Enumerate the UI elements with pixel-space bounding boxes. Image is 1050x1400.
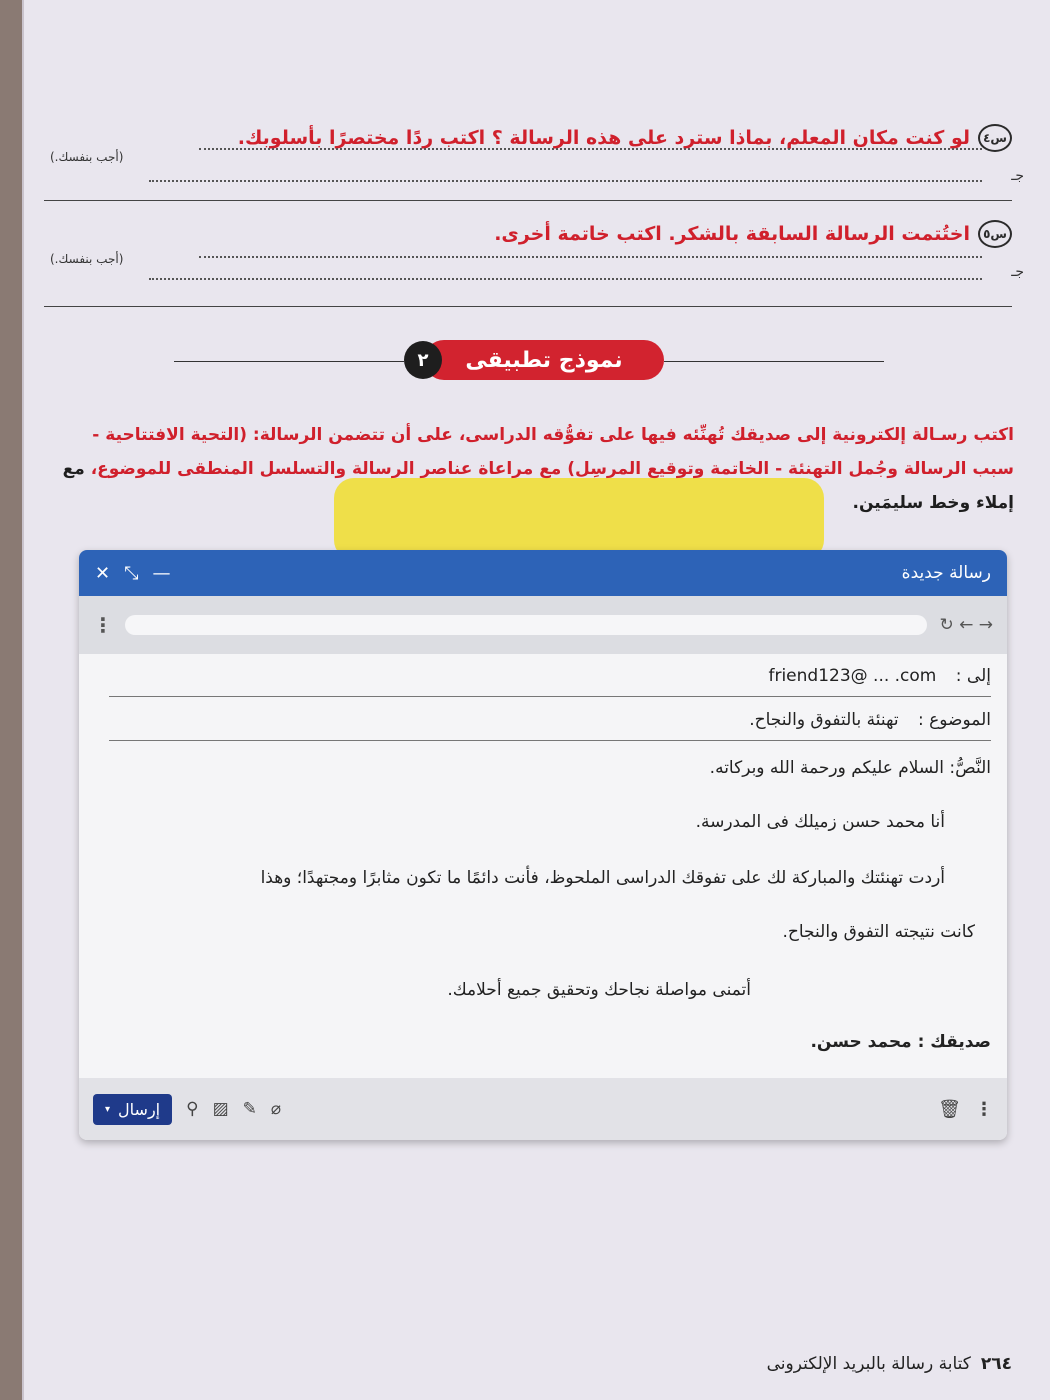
- question-text: اختُتمت الرسالة السابقة بالشكر. اكتب خاتمة أخرى.: [494, 223, 970, 245]
- more-options-icon[interactable]: ⋮: [975, 1098, 993, 1120]
- instructions-black: مع إملاء وخط سليمَين.: [62, 459, 1014, 513]
- answer-dotted-line: [149, 278, 982, 280]
- model-heading: [174, 338, 894, 384]
- model-number: ٢: [404, 341, 442, 379]
- body-line: أنا محمد حسن زميلك فى المدرسة.: [695, 812, 945, 832]
- close-icon[interactable]: ✕: [95, 562, 111, 584]
- navigation-arrows: [939, 615, 993, 635]
- expand-icon[interactable]: ⤡: [124, 562, 139, 584]
- question-badge: س٤: [978, 124, 1012, 152]
- toolbar-right: [938, 1099, 993, 1120]
- pen-icon[interactable]: ✎: [242, 1099, 257, 1119]
- subject-field[interactable]: [109, 710, 991, 741]
- dropdown-arrow-icon[interactable]: ▾: [105, 1103, 111, 1115]
- trash-icon[interactable]: 🗑: [938, 1098, 961, 1120]
- attachment-icon[interactable]: ⌀: [270, 1099, 282, 1119]
- body-label: النَّصُّ:: [949, 758, 991, 778]
- body-line: كانت نتيجته التفوق والنجاح.: [782, 922, 975, 942]
- forward-arrow-icon[interactable]: →: [978, 615, 993, 635]
- question-text: لو كنت مكان المعلم، بماذا سترد على هذه الرسالة ؟ اكتب ردًا مختصرًا بأسلوبك.: [237, 127, 970, 149]
- address-row: [79, 596, 1007, 654]
- question-5: [494, 220, 1012, 248]
- window-controls: [95, 563, 171, 584]
- subject-value: تهنئة بالتفوق والنجاح.: [749, 710, 899, 730]
- email-title-bar: [79, 550, 1007, 596]
- model-title: نموذج تطبيقى: [424, 340, 664, 380]
- email-toolbar: [79, 1078, 1007, 1140]
- to-value: friend123@ ... .com: [768, 666, 937, 686]
- address-bar[interactable]: [125, 615, 927, 635]
- task-instructions: [54, 418, 1014, 520]
- subject-label: الموضوع :: [917, 710, 991, 730]
- page-number: ٢٦٤: [980, 1354, 1012, 1374]
- answer-dotted-line: [149, 180, 982, 182]
- instructions-red: اكتب رسـالة إلكترونية إلى صديقك تُهنِّئه فيها على تفوُّقه الدراسى، على أن تتضمن الرسالة: (التحية الافتتاحية - سبب الرسالة وجُمل التهنئة - الخاتمة وتوقيع المرسِل) مع مراعاة عناصر الرسالة والتسلسل المنطقى للموضوع،: [90, 425, 1014, 479]
- answer-mark: جـ: [1011, 264, 1024, 280]
- answer-dotted-line: [199, 256, 982, 258]
- heading-line: [664, 361, 884, 362]
- email-window: [79, 550, 1007, 1140]
- to-label: إلى :: [955, 666, 991, 686]
- divider-line: [44, 200, 1012, 201]
- signature: صديقك : محمد حسن.: [810, 1032, 991, 1052]
- more-options-icon[interactable]: ⋮: [93, 613, 113, 637]
- back-arrow-icon[interactable]: ←: [959, 615, 974, 635]
- answer-yourself-note: (أجب بنفسك.): [50, 252, 124, 266]
- image-icon[interactable]: ▨: [212, 1099, 229, 1119]
- minimize-icon[interactable]: —: [152, 562, 171, 584]
- body-greeting: [710, 758, 991, 778]
- textbook-page: [22, 0, 1050, 1400]
- answer-mark: جـ: [1011, 168, 1024, 184]
- answer-yourself-note: (أجب بنفسك.): [50, 150, 124, 164]
- window-title: رسالة جديدة: [901, 563, 991, 583]
- question-badge: س٥: [978, 220, 1012, 248]
- heading-line: [174, 361, 404, 362]
- answer-dotted-line: [199, 148, 982, 150]
- search-icon[interactable]: ⚲: [186, 1099, 199, 1119]
- body-line: أتمنى مواصلة نجاحك وتحقيق جميع أحلامك.: [447, 980, 751, 1000]
- send-button[interactable]: [93, 1094, 172, 1125]
- body-line: أردت تهنئتك والمباركة لك على تفوقك الدراسى الملحوظ، فأنت دائمًا ما تكون مثابرًا ومجتهدًا؛ وهذا: [260, 868, 945, 888]
- send-label: إرسال: [118, 1099, 161, 1119]
- footer-title: كتابة رسالة بالبريد الإلكترونى: [766, 1354, 971, 1374]
- greeting-text: السلام عليكم ورحمة الله وبركاته.: [709, 758, 944, 778]
- to-field[interactable]: [109, 666, 991, 697]
- toolbar-actions: [93, 1094, 281, 1125]
- refresh-icon[interactable]: ↻: [939, 615, 954, 635]
- page-footer: [767, 1354, 1012, 1374]
- divider-line: [44, 306, 1012, 307]
